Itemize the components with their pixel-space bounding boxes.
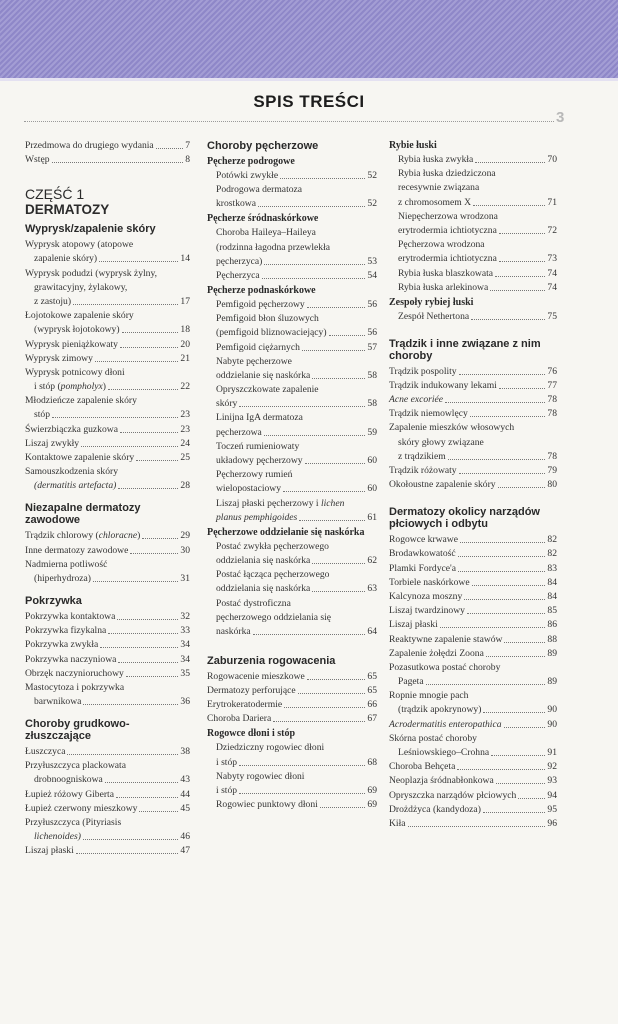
- toc-entry[interactable]: Rogowce krwawe 82: [389, 534, 557, 546]
- section-heading: Pokrzywka: [25, 594, 82, 607]
- toc-entry-line[interactable]: Samouszkodzenia skóry: [25, 466, 118, 478]
- toc-entry[interactable]: Obrzęk naczynioruchowy 35: [25, 667, 190, 679]
- toc-entry[interactable]: Leśniowskiego–Crohna 91: [398, 747, 557, 758]
- toc-entry[interactable]: Drożdżyca (kandydoza) 95: [389, 803, 557, 815]
- toc-entry[interactable]: Kontaktowe zapalenie skóry 25: [25, 452, 190, 463]
- toc-entry[interactable]: Trądzik różowaty 79: [389, 465, 557, 476]
- toc-entry-line[interactable]: Wyprysk atopowy (atopowe: [25, 239, 134, 251]
- toc-entry-line[interactable]: Przyłuszczyca (Pityriasis: [25, 817, 122, 828]
- header-band: [0, 0, 618, 78]
- toc-entry[interactable]: Pokrzywka fizykalna 33: [25, 625, 190, 637]
- subsection-heading: Pęcherze podrogowe: [207, 156, 295, 167]
- toc-entry-line[interactable]: Wyprysk podudzi (wyprysk żylny,: [25, 267, 158, 279]
- toc-entry[interactable]: Kalcynoza moszny 84: [389, 590, 557, 602]
- toc-entry[interactable]: erytrodermia ichtiotyczna 73: [398, 253, 557, 265]
- toc-entry[interactable]: Plamki Fordyce'a 83: [389, 562, 557, 574]
- subsection-heading: Zespoły rybiej łuski: [389, 296, 474, 308]
- toc-entry[interactable]: Brodawkowatość 82: [389, 548, 557, 560]
- section-heading: Zaburzenia rogowacenia: [207, 654, 336, 667]
- toc-entry[interactable]: Neoplazja śródnabłonkowa 93: [389, 775, 557, 787]
- toc-entry[interactable]: Liszaj płaski 47: [25, 845, 190, 857]
- toc-entry[interactable]: Choroba Behçeta 92: [389, 761, 557, 773]
- toc-entry[interactable]: pęcherzyca) 53: [216, 255, 377, 267]
- toc-entry-line[interactable]: Wyprysk potnicowy dłoni: [25, 366, 125, 378]
- toc-entry[interactable]: układowy pęcherzowy 60: [216, 455, 377, 466]
- section-heading: Trądzik i inne związane z nim choroby: [389, 337, 541, 362]
- toc-entry-line[interactable]: grawitacyjny, żylakowy,: [34, 281, 128, 293]
- subsection-heading: Rogowce dłoni i stóp: [207, 728, 296, 740]
- toc-entry[interactable]: Rybia łuska arlekinowa 74: [398, 281, 557, 293]
- toc-entry[interactable]: Erytrokeratodermie 66: [207, 699, 377, 711]
- toc-entry[interactable]: erytrodermia ichtiotyczna 72: [398, 224, 557, 236]
- toc-entry-line[interactable]: Podrogowa dermatoza: [216, 184, 303, 196]
- toc-entry[interactable]: (trądzik apokrynowy) 90: [398, 704, 557, 716]
- toc-entry[interactable]: Potówki zwykłe 52: [216, 170, 377, 181]
- toc-entry[interactable]: planus pemphigoides 61: [216, 511, 377, 523]
- toc-entry[interactable]: lichenoides) 46: [34, 831, 190, 843]
- subsection-heading: Pęcherzowe oddzielanie się naskórka: [207, 526, 365, 538]
- toc-entry-line[interactable]: Pemfigoid błon śluzowych: [216, 313, 319, 325]
- toc-entry[interactable]: z chromosomem X 71: [398, 196, 557, 208]
- section-heading: Choroby grudkowo-złuszczające: [25, 718, 130, 743]
- toc-entry-line[interactable]: pęcherzowego oddzielania się: [216, 611, 332, 623]
- toc-entry[interactable]: Wyprysk pieniążkowaty 20: [25, 338, 190, 350]
- toc-entry[interactable]: Łuszczyca 38: [25, 746, 190, 758]
- toc-entry-line[interactable]: Łojotokowe zapalenie skóry: [25, 310, 134, 322]
- toc-entry-line[interactable]: Liszaj płaski pęcherzowy i lichen: [216, 497, 345, 509]
- toc-entry[interactable]: (dermatitis artefacta) 28: [34, 480, 190, 492]
- toc-entry[interactable]: Okołoustne zapalenie skóry 80: [389, 479, 557, 491]
- toc-entry[interactable]: Trądzik pospolity 76: [389, 365, 557, 377]
- toc-entry-line[interactable]: Postać zwykła pęcherzowego: [216, 540, 329, 552]
- toc-column-1: [25, 140, 190, 860]
- toc-entry-line[interactable]: Dziedziczny rogowiec dłoni: [216, 742, 325, 754]
- toc-column-3: [389, 140, 557, 832]
- toc-entry[interactable]: Choroba Dariera 67: [207, 713, 377, 725]
- toc-entry-line[interactable]: Opryszczkowate zapalenie: [216, 384, 319, 396]
- toc-entry-line[interactable]: Toczeń rumieniowaty: [216, 440, 300, 452]
- subsection-heading: Pęcherze śródnaskórkowe: [207, 213, 319, 225]
- toc-entry[interactable]: Kiła 96: [389, 817, 557, 829]
- toc-entry[interactable]: Rogowiec punktowy dłoni 69: [216, 799, 377, 811]
- toc-entry-line[interactable]: Zapalenie mieszków włosowych: [389, 422, 515, 434]
- toc-entry[interactable]: Pemfigoid pęcherzowy 56: [216, 298, 377, 310]
- toc-entry[interactable]: Łupież czerwony mieszkowy 45: [25, 802, 190, 814]
- toc-entry-line[interactable]: Młodzieńcze zapalenie skóry: [25, 395, 137, 407]
- section-heading: Wyprysk/zapalenie skóry: [25, 223, 156, 236]
- toc-entry-line[interactable]: Ropnie mnogie pach: [389, 690, 469, 702]
- toc-entry[interactable]: Liszaj zwykły 24: [25, 437, 190, 449]
- toc-entry[interactable]: Acne excoriée 78: [389, 394, 557, 406]
- toc-entry[interactable]: Pageta 89: [398, 676, 557, 688]
- subsection-heading: Pęcherze podnaskórkowe: [207, 284, 316, 296]
- toc-entry[interactable]: zapalenie skóry) 14: [34, 253, 190, 265]
- subsection-heading: Rybie łuski: [389, 140, 437, 151]
- toc-entry[interactable]: z trądzikiem 78: [398, 450, 557, 462]
- toc-entry[interactable]: oddzielanie się naskórka 58: [216, 369, 377, 381]
- toc-entry-line[interactable]: skóry głowy związane: [398, 436, 484, 448]
- section-heading: Niezapalne dermatozy zawodowe: [25, 502, 141, 527]
- toc-entry[interactable]: oddzielania się naskórka 62: [216, 554, 377, 566]
- toc-entry[interactable]: i stóp 69: [216, 785, 377, 796]
- toc-entry-line[interactable]: Rybia łuska dziedziczona: [398, 168, 496, 180]
- toc-entry[interactable]: Liszaj twardzinowy 85: [389, 605, 557, 617]
- toc-entry[interactable]: i stóp (pompholyx) 22: [34, 381, 190, 393]
- toc-entry-line[interactable]: Choroba Haileya–Haileya: [216, 227, 316, 239]
- title-rule: [24, 121, 554, 122]
- section-heading: Dermatozy okolicy narządów płciowych i odbytu: [389, 506, 540, 531]
- toc-entry[interactable]: Pokrzywka zwykła 34: [25, 639, 190, 651]
- toc-entry[interactable]: naskórka 64: [216, 625, 377, 637]
- toc-entry[interactable]: krostkowa 52: [216, 198, 377, 210]
- toc-entry[interactable]: Łupież różowy Giberta 44: [25, 788, 190, 800]
- toc-entry[interactable]: skóry 58: [216, 398, 377, 410]
- toc-entry-line[interactable]: Postać łącząca pęcherzowego: [216, 569, 330, 581]
- toc-entry[interactable]: Torbiele naskórkowe 84: [389, 576, 557, 588]
- toc-entry[interactable]: (wyprysk łojotokowy) 18: [34, 324, 190, 336]
- toc-entry[interactable]: Wyprysk zimowy 21: [25, 352, 190, 364]
- toc-entry[interactable]: Rogowacenie mieszkowe 65: [207, 670, 377, 682]
- toc-entry-line[interactable]: Nabyte pęcherzowe: [216, 355, 292, 367]
- toc-entry-line[interactable]: Pozasutkowa postać choroby: [389, 661, 501, 673]
- toc-entry[interactable]: oddzielania się naskórka 63: [216, 583, 377, 595]
- toc-entry[interactable]: barwnikowa 36: [34, 696, 190, 708]
- toc-entry[interactable]: wielopostaciowy 60: [216, 483, 377, 495]
- toc-entry[interactable]: Acrodermatitis enteropathica 90: [389, 718, 557, 730]
- toc-entry-line[interactable]: Skórna postać choroby: [389, 732, 477, 744]
- part-title: DERMATOZY: [25, 202, 110, 218]
- toc-entry-line[interactable]: Pęcherzowa wrodzona: [398, 239, 485, 251]
- toc-entry[interactable]: Rybia łuska zwykła 70: [398, 154, 557, 165]
- toc-entry[interactable]: (hiperhydroza) 31: [34, 572, 190, 584]
- toc-entry[interactable]: Liszaj płaski 86: [389, 619, 557, 631]
- toc-entry[interactable]: Zespół Nethertona 75: [398, 310, 557, 322]
- header-band-edge: [0, 78, 618, 81]
- toc-entry[interactable]: Opryszczka narządów płciowych 94: [389, 789, 557, 801]
- section-heading: Choroby pęcherzowe: [207, 140, 319, 152]
- toc-entry[interactable]: Świerzbiączka guzkowa 23: [25, 423, 190, 435]
- toc-entry-line[interactable]: Nabyty rogowiec dłoni: [216, 770, 305, 782]
- part-label: CZĘŚĆ 1: [25, 186, 85, 203]
- toc-entry[interactable]: Przedmowa do drugiego wydania 7: [25, 140, 190, 151]
- toc-entry-line[interactable]: Pęcherzowy rumień: [216, 469, 293, 481]
- toc-entry[interactable]: Dermatozy perforujące 65: [207, 685, 377, 697]
- page-title: SPIS TREŚCI: [253, 92, 365, 111]
- toc-entry[interactable]: Pęcherzyca 54: [216, 269, 377, 281]
- toc-entry[interactable]: Wstęp 8: [25, 154, 190, 166]
- toc-entry-line[interactable]: Przyłuszczyca plackowata: [25, 760, 126, 772]
- toc-entry[interactable]: Trądzik chlorowy (chloracne) 29: [25, 530, 190, 542]
- toc-entry[interactable]: pęcherzowa 59: [216, 426, 377, 438]
- toc-entry[interactable]: stóp 23: [34, 409, 190, 421]
- toc-entry[interactable]: Pemfigoid ciężarnych 57: [216, 341, 377, 353]
- toc-entry-line[interactable]: Linijna IgA dermatoza: [216, 412, 303, 424]
- toc-entry[interactable]: Rybia łuska blaszkowata 74: [398, 267, 557, 279]
- toc-entry-line[interactable]: Postać dystroficzna: [216, 597, 291, 609]
- toc-entry-line[interactable]: Mastocytoza i pokrzywka: [25, 681, 125, 693]
- toc-entry[interactable]: i stóp 68: [216, 756, 377, 768]
- toc-entry[interactable]: Trądzik indukowany lekami 77: [389, 379, 557, 391]
- toc-entry-line[interactable]: recesywnie związana: [398, 182, 480, 194]
- toc-entry[interactable]: Reaktywne zapalenie stawów 88: [389, 633, 557, 645]
- toc-entry[interactable]: drobnoogniskowa 43: [34, 774, 190, 786]
- toc-entry-line[interactable]: Nadmierna potliwość: [25, 558, 108, 570]
- toc-entry[interactable]: (pemfigoid bliznowaciejący) 56: [216, 327, 377, 339]
- toc-entry-line[interactable]: Niepęcherzowa wrodzona: [398, 210, 498, 222]
- toc-entry[interactable]: Pokrzywka kontaktowa 32: [25, 610, 190, 622]
- toc-entry[interactable]: z zastoju) 17: [34, 295, 190, 307]
- page-number: 3: [556, 109, 565, 126]
- toc-entry[interactable]: Trądzik niemowlęcy 78: [389, 408, 557, 420]
- toc-entry[interactable]: Inne dermatozy zawodowe 30: [25, 544, 190, 556]
- toc-column-2: [207, 140, 377, 813]
- toc-entry-line[interactable]: (rodzinna łagodna przewlekła: [216, 241, 331, 253]
- toc-entry[interactable]: Pokrzywka naczyniowa 34: [25, 653, 190, 665]
- toc-entry[interactable]: Zapalenie żołędzi Zoona 89: [389, 647, 557, 659]
